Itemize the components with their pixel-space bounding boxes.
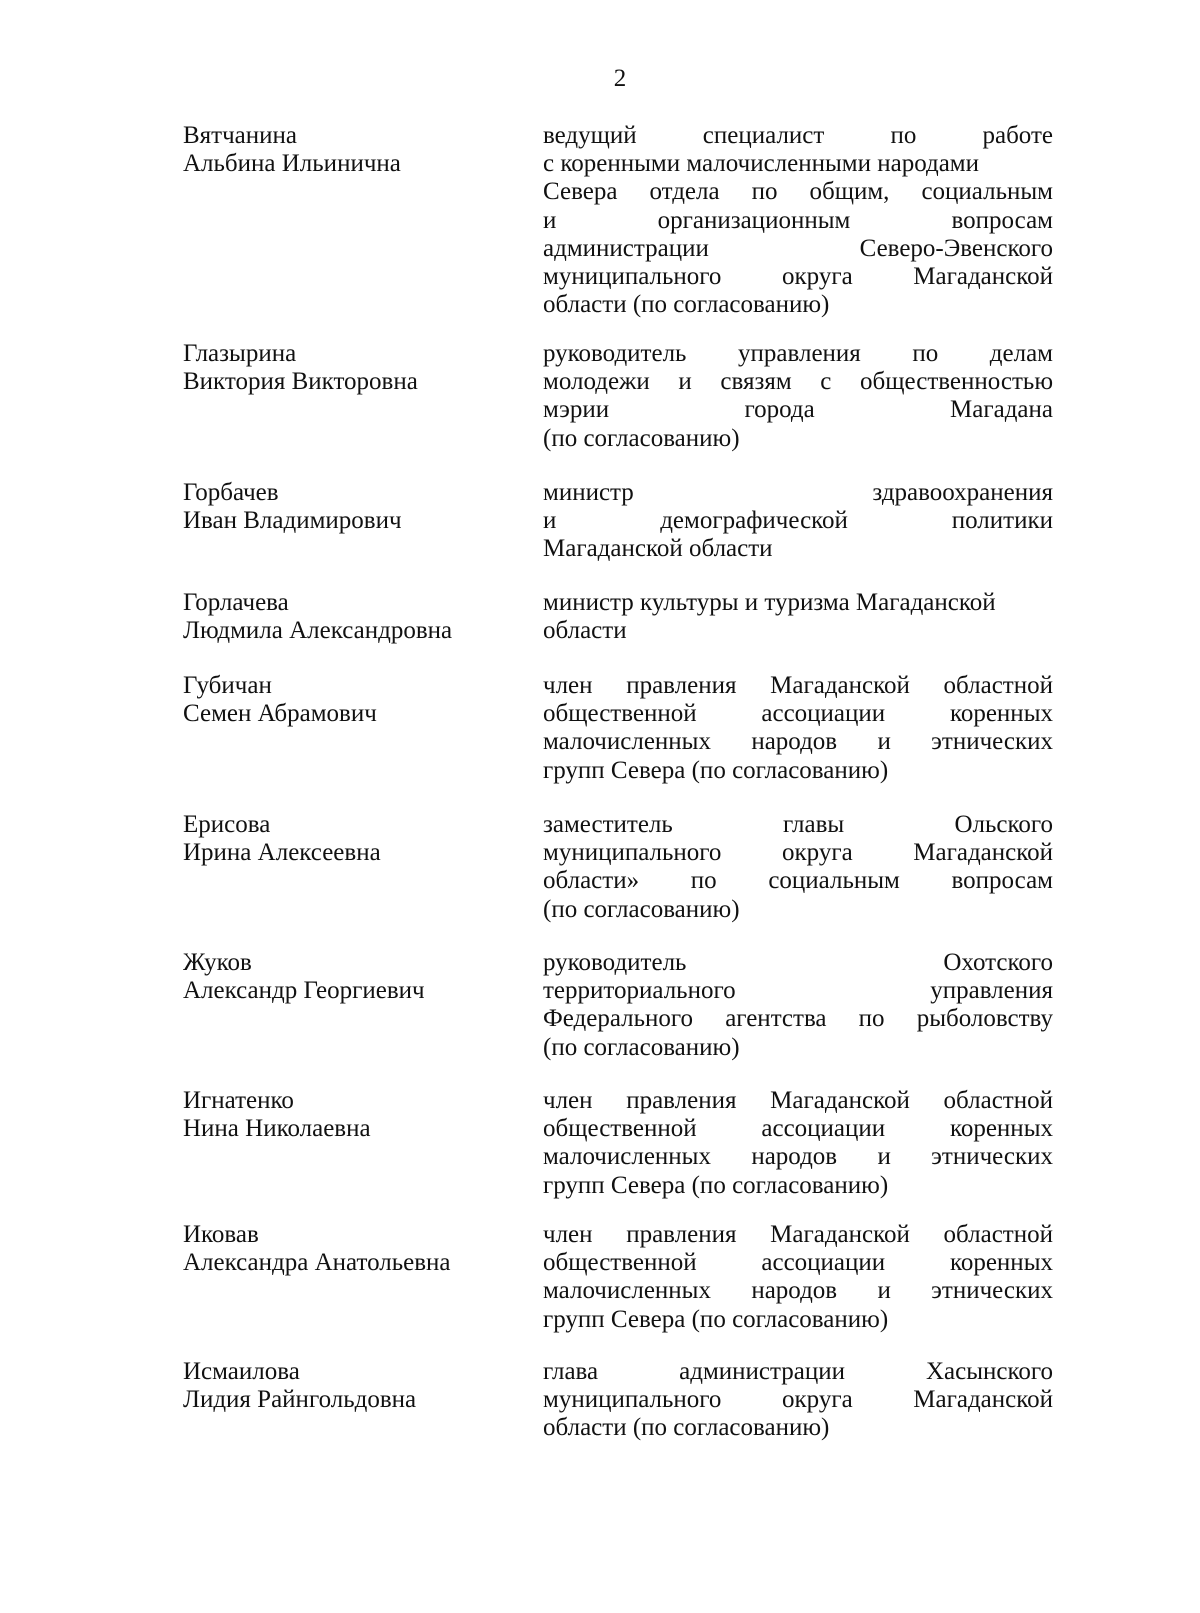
role-line: Севера отдела по общим, социальным	[543, 178, 1053, 206]
role-line: молодежи и связям с общественностью	[543, 368, 1053, 396]
role-line: министр культуры и туризма Магаданской	[543, 589, 996, 616]
role-line: ведущий специалист по работе	[543, 122, 1053, 149]
member-given-names: Ирина Алексеевна	[183, 839, 381, 866]
member-surname: Иковав	[183, 1221, 259, 1248]
member-given-names: Иван Владимирович	[183, 507, 402, 534]
member-given-names: Нина Николаевна	[183, 1115, 371, 1142]
member-given-names: Людмила Александровна	[183, 617, 453, 644]
role-line: общественной ассоциации коренных	[543, 1115, 1053, 1143]
role-line: малочисленных народов и этнических	[543, 728, 1053, 756]
member-surname: Жуков	[183, 949, 252, 976]
page-number: 2	[613, 65, 627, 92]
member-surname: Ерисова	[183, 811, 271, 838]
role-line: групп Севера (по согласованию)	[543, 1171, 889, 1199]
role-line: и организационным вопросам	[543, 206, 1053, 234]
member-role	[543, 811, 1053, 924]
member-person	[183, 811, 523, 867]
role-line: мэрии города Магадана	[543, 396, 1053, 424]
member-given-names: Семен Абрамович	[183, 700, 377, 727]
member-role	[543, 1358, 1053, 1443]
member-surname: Глазырина	[183, 340, 297, 367]
role-line: области (по согласованию)	[543, 291, 830, 319]
role-line: член правления Магаданской областной	[543, 1087, 1053, 1114]
role-line: области (по согласованию)	[543, 1414, 830, 1442]
member-role	[543, 672, 1053, 785]
role-line: министр здравоохранения	[543, 479, 1053, 506]
role-line: глава администрации Хасынского	[543, 1358, 1053, 1385]
member-given-names: Виктория Викторовна	[183, 368, 418, 395]
member-role	[543, 1221, 1053, 1334]
role-line: с коренными малочисленными народами	[543, 150, 980, 178]
member-given-names: Лидия Райнгольдовна	[183, 1386, 417, 1413]
role-line: (по согласованию)	[543, 1033, 740, 1061]
role-line: (по согласованию)	[543, 424, 740, 452]
role-line: администрации Северо-Эвенского	[543, 234, 1053, 262]
member-person	[183, 1087, 523, 1143]
member-role	[543, 589, 1053, 645]
role-line: Федерального агентства по рыболовству	[543, 1005, 1053, 1033]
member-given-names: Александра Анатольевна	[183, 1249, 451, 1276]
member-surname: Горбачев	[183, 479, 279, 506]
role-line: руководитель Охотского	[543, 949, 1053, 976]
role-line: области» по социальным вопросам	[543, 867, 1053, 895]
member-surname: Горлачева	[183, 589, 289, 616]
role-line: муниципального округа Магаданской	[543, 1386, 1053, 1414]
role-line: Магаданской области	[543, 535, 773, 563]
role-line: общественной ассоциации коренных	[543, 700, 1053, 728]
member-role	[543, 949, 1053, 1062]
member-surname: Вятчанина	[183, 122, 298, 149]
role-line: и демографической политики	[543, 507, 1053, 535]
role-line: заместитель главы Ольского	[543, 811, 1053, 838]
role-line: области	[543, 617, 627, 645]
member-surname: Исмаилова	[183, 1358, 300, 1385]
role-line: групп Севера (по согласованию)	[543, 1305, 889, 1333]
member-surname: Игнатенко	[183, 1087, 294, 1114]
member-person	[183, 479, 523, 535]
role-line: территориального управления	[543, 977, 1053, 1005]
member-role	[543, 479, 1053, 564]
role-line: малочисленных народов и этнических	[543, 1143, 1053, 1171]
member-role	[543, 340, 1053, 453]
role-line: руководитель управления по делам	[543, 340, 1053, 367]
member-person	[183, 122, 523, 178]
role-line: член правления Магаданской областной	[543, 1221, 1053, 1248]
member-role	[543, 1087, 1053, 1200]
role-line: групп Севера (по согласованию)	[543, 756, 889, 784]
role-line: малочисленных народов и этнических	[543, 1277, 1053, 1305]
member-role	[543, 122, 1053, 319]
member-given-names: Александр Георгиевич	[183, 977, 425, 1004]
member-person	[183, 949, 523, 1005]
member-given-names: Альбина Ильинична	[183, 150, 401, 177]
member-person	[183, 1221, 523, 1277]
member-surname: Губичан	[183, 672, 272, 699]
role-line: член правления Магаданской областной	[543, 672, 1053, 699]
member-person	[183, 1358, 523, 1414]
role-line: общественной ассоциации коренных	[543, 1249, 1053, 1277]
member-person	[183, 340, 523, 396]
role-line: муниципального округа Магаданской	[543, 263, 1053, 291]
role-line: (по согласованию)	[543, 895, 740, 923]
role-line: муниципального округа Магаданской	[543, 839, 1053, 867]
member-person	[183, 672, 523, 728]
member-person	[183, 589, 523, 645]
